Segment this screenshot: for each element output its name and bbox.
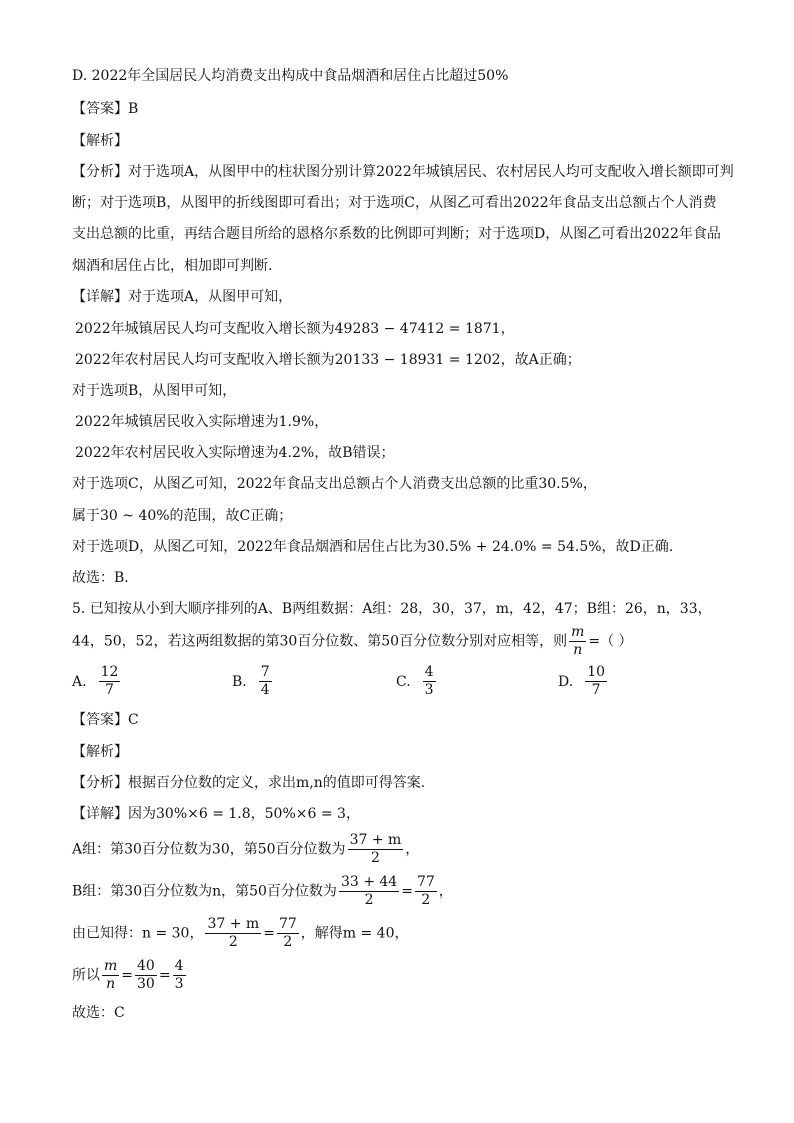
q5-option-b <box>232 664 274 699</box>
analysis-tag: 【解析】 <box>72 133 128 149</box>
detail-line-9: 对于选项D，从图乙可知，2022年食品烟酒和居住占比为30.5% + 24.0% = 54.5%，故D正确. <box>72 539 674 555</box>
frac-denominator: 2 <box>364 892 374 908</box>
so-text: 所以 <box>72 967 100 984</box>
frac-numerator: 77 <box>416 874 435 890</box>
known-fraction-2 <box>277 916 299 951</box>
choice-line: 故选：B. <box>72 570 129 586</box>
answer-line <box>72 99 138 119</box>
fenxi-tag: 【分析】 <box>72 164 128 180</box>
equals-sign: = <box>401 883 413 900</box>
frac-numerator: 12 <box>100 664 119 680</box>
frac-numerator: 40 <box>137 958 155 974</box>
frac-numerator: 4 <box>424 664 434 680</box>
q5-detail-line-1 <box>72 804 360 824</box>
detail-line-7: 对于选项C，从图乙可知，2022年食品支出总额占个人消费支出总额的比重30.5%， <box>72 476 597 492</box>
b-group-fraction-1 <box>339 874 399 909</box>
known-tail: ，解得m = 40， <box>300 925 409 942</box>
option-label: B. <box>232 673 247 690</box>
q5-stem-fraction <box>569 624 586 659</box>
frac-denominator: 4 <box>260 682 270 698</box>
frac-numerator: 37 + m <box>349 832 402 848</box>
detail-line-6: 2022年农村居民收入实际增速为4.2%，故B错误； <box>75 445 395 461</box>
option-d-text: D. 2022年全国居民人均消费支出构成中食品烟酒和居住占比超过50% <box>72 68 509 84</box>
fenxi-line-2: 断；对于选项B，从图甲的折线图即可看出；对于选项C，从图乙可看出2022年食品支出总额占个人消费 <box>72 195 717 211</box>
q5-fenxi-line <box>72 773 425 793</box>
answer-tag: 【答案】 <box>72 101 128 117</box>
b-group-tail: ， <box>438 883 453 900</box>
q5-answer-line <box>72 710 139 730</box>
a-group-fraction <box>348 832 404 867</box>
detail-line-3: 2022年农村居民人均可支配收入增长额为20133 − 18931 = 1202，故A正确； <box>75 352 581 368</box>
q5-a-group-line <box>72 832 419 867</box>
option-label: A. <box>72 673 87 690</box>
so-fraction-1 <box>102 958 119 993</box>
a-group-tail: ， <box>405 841 420 858</box>
frac-denominator: 2 <box>370 850 380 866</box>
q5-stem-text: 44，50，52，若这两组数据的第30百分位数、第50百分位数分别对应相等，则 <box>72 633 568 650</box>
equals-sign: = <box>158 967 171 984</box>
option-label: D. <box>558 673 574 690</box>
detail-line-4: 对于选项B，从图甲可知， <box>72 383 237 399</box>
detail-line-5: 2022年城镇居民收入实际增速为1.9%， <box>75 414 329 430</box>
q5-so-line <box>72 958 188 993</box>
frac-denominator: 2 <box>283 934 293 950</box>
so-fraction-2 <box>135 958 157 993</box>
frac-numerator: 33 + 44 <box>340 874 398 890</box>
fenxi-line-4: 烟酒和居住占比，相加即可判断. <box>72 258 273 274</box>
b-group-fraction-2 <box>415 874 437 909</box>
a-group-text: A组：第30百分位数为30，第50百分位数为 <box>72 841 346 858</box>
q5-option-c <box>396 664 438 699</box>
q5-option-a <box>72 664 122 699</box>
frac-denominator: 2 <box>228 934 238 950</box>
q5-known-line <box>72 916 409 951</box>
frac-denominator: 30 <box>137 976 155 992</box>
b-group-text: B组：第30百分位数为n，第50百分位数为 <box>72 883 337 900</box>
q5-analysis-tag: 【解析】 <box>72 744 128 760</box>
equals-sign: = <box>263 925 275 942</box>
xiangjie-tag: 【详解】 <box>72 289 128 305</box>
fenxi-text: 对于选项A，从图甲中的柱状图分别计算2022年城镇居民、农村居民人均可支配收入增长额即可判 <box>128 164 734 180</box>
q5-choice-line: 故选：C <box>72 1005 125 1021</box>
answer-value: B <box>128 101 139 117</box>
frac-denominator: n <box>106 976 116 992</box>
answer-tag: 【答案】 <box>72 712 128 728</box>
frac-denominator: 7 <box>105 682 114 698</box>
q5-stem-line-2 <box>72 624 633 659</box>
fenxi-tag: 【分析】 <box>72 775 128 791</box>
frac-numerator: 7 <box>260 664 270 680</box>
frac-numerator: 77 <box>278 916 297 932</box>
frac-denominator: 7 <box>591 682 601 698</box>
equals-sign: = <box>121 967 134 984</box>
detail-line-8: 属于30 ~ 40%的范围，故C正确； <box>72 508 293 524</box>
frac-numerator: 4 <box>174 958 184 974</box>
frac-denominator: 3 <box>174 976 184 992</box>
xiangjie-tag: 【详解】 <box>72 806 128 822</box>
option-fraction <box>259 664 272 699</box>
known-text: 由已知得：n = 30， <box>72 925 204 942</box>
q5-stem-line-1: 5. 已知按从小到大顺序排列的A、B两组数据：A组：28，30，37，m，42，47；B组：26，n，33， <box>72 601 712 617</box>
known-fraction-1 <box>205 916 261 951</box>
detail-text: 因为30%×6 = 1.8，50%×6 = 3， <box>128 806 360 822</box>
detail-line-2: 2022年城镇居民人均可支配收入增长额为49283 − 47412 = 1871， <box>75 321 515 337</box>
option-fraction <box>99 664 121 699</box>
frac-numerator: 37 + m <box>207 916 260 932</box>
option-fraction <box>585 664 607 699</box>
q5-b-group-line <box>72 874 453 909</box>
q5-stem-tail: =（ ） <box>588 633 633 650</box>
detail-line-1 <box>72 287 292 307</box>
option-fraction <box>423 664 436 699</box>
frac-denominator: 3 <box>424 682 434 698</box>
fenxi-line-1 <box>72 162 734 182</box>
frac-numerator: 10 <box>587 664 606 680</box>
frac-denominator: n <box>573 642 583 658</box>
frac-numerator: m <box>571 624 585 640</box>
fenxi-line-3: 支出总额的比重，再结合题目所给的恩格尔系数的比例即可判断；对于选项D，从图乙可看出2022年食品 <box>72 226 721 242</box>
fenxi-text: 根据百分位数的定义，求出m,n的值即可得答案. <box>128 775 426 791</box>
answer-value: C <box>128 712 139 728</box>
option-label: C. <box>396 673 411 690</box>
detail-text: 对于选项A，从图甲可知， <box>128 289 293 305</box>
frac-denominator: 2 <box>421 892 431 908</box>
q5-option-d <box>558 664 609 699</box>
frac-numerator: m <box>104 958 118 974</box>
so-fraction-3 <box>173 958 186 993</box>
